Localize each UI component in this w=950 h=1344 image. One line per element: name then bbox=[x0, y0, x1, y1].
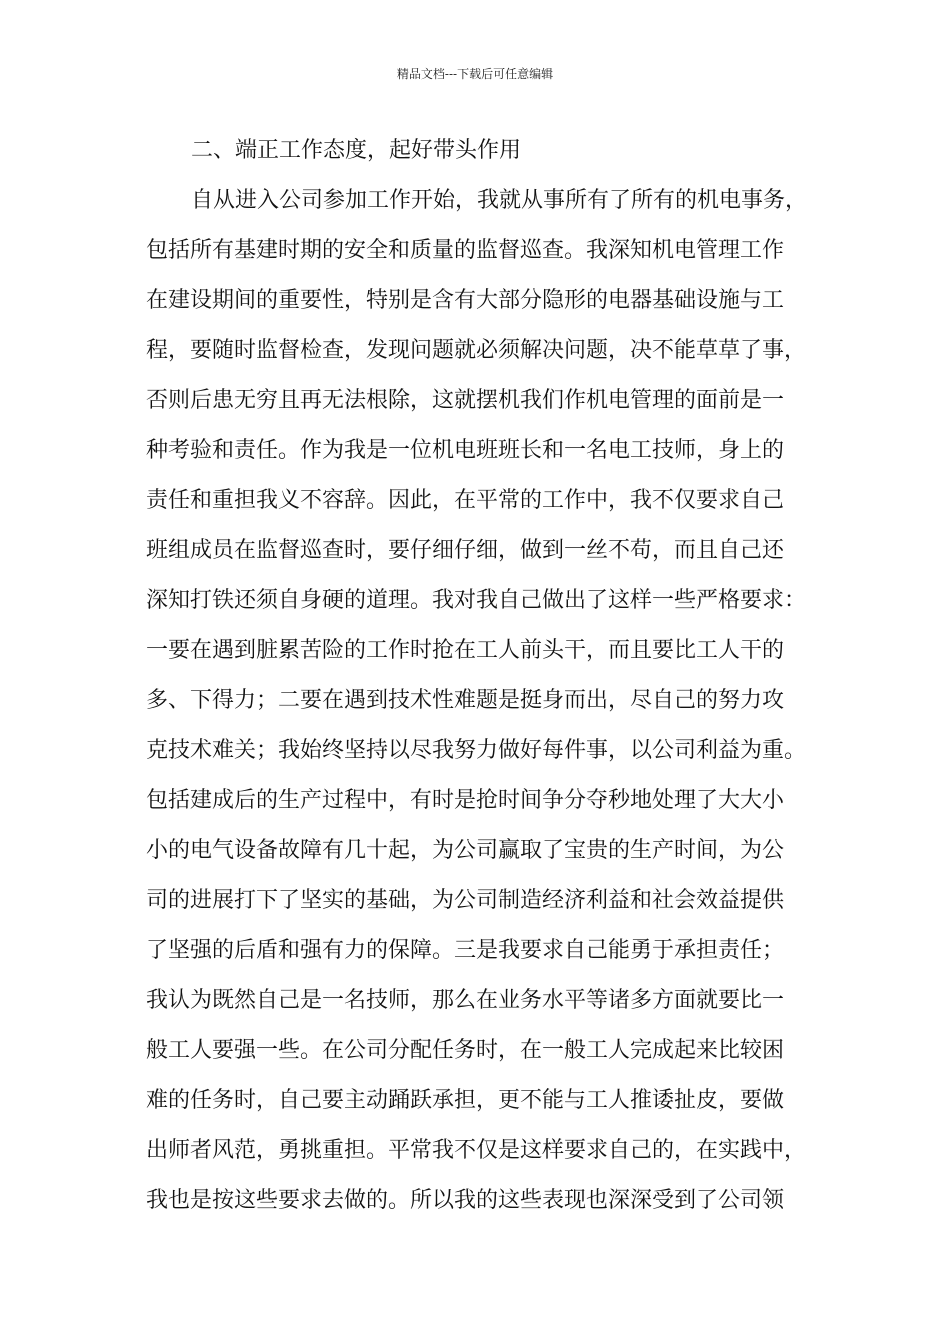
text-line: 在建设期间的重要性，特别是含有大部分隐形的电器基础设施与工 bbox=[146, 288, 785, 313]
page-header: 精品文档---下载后可任意编辑 bbox=[396, 67, 554, 81]
text-line: 否则后患无穷且再无法根除，这就摆机我们作机电管理的面前是一 bbox=[146, 388, 785, 413]
text-line: 责任和重担我义不容辞。因此，在平常的工作中，我不仅要求自己 bbox=[146, 488, 785, 513]
text-line: 程，要随时监督检查，发现问题就必须解决问题，决不能草草了事， bbox=[146, 338, 807, 363]
text-line: 了坚强的后盾和强有力的保障。三是我要求自己能勇于承担责任； bbox=[146, 938, 785, 963]
text-line: 班组成员在监督巡查时，要仔细仔细，做到一丝不苟，而且自己还 bbox=[146, 538, 785, 563]
text-line: 多、下得力；二要在遇到技术性难题是挺身而出，尽自己的努力攻 bbox=[146, 688, 785, 713]
text-line: 种考验和责任。作为我是一位机电班班长和一名电工技师，身上的 bbox=[146, 438, 785, 463]
text-line: 难的任务时，自己要主动踊跃承担，更不能与工人推诿扯皮，要做 bbox=[146, 1088, 785, 1113]
text-line: 小的电气设备故障有几十起，为公司赢取了宝贵的生产时间，为公 bbox=[146, 838, 785, 863]
text-line: 般工人要强一些。在公司分配任务时，在一般工人完成起来比较困 bbox=[146, 1038, 785, 1063]
text-line: 包括所有基建时期的安全和质量的监督巡查。我深知机电管理工作 bbox=[146, 238, 785, 263]
text-line: 一要在遇到脏累苦险的工作时抢在工人前头干，而且要比工人干的 bbox=[146, 638, 785, 663]
text-line: 自从进入公司参加工作开始，我就从事所有了所有的机电事务， bbox=[191, 188, 808, 213]
text-line: 我也是按这些要求去做的。所以我的这些表现也深深受到了公司领 bbox=[146, 1188, 785, 1213]
text-line: 出师者风范，勇挑重担。平常我不仅是这样要求自己的，在实践中， bbox=[146, 1138, 807, 1163]
section-heading: 二、端正工作态度，起好带头作用 bbox=[191, 138, 522, 163]
text-line: 克技术难关；我始终坚持以尽我努力做好每件事，以公司利益为重。 bbox=[146, 738, 807, 763]
text-line: 司的进展打下了坚实的基础，为公司制造经济利益和社会效益提供 bbox=[146, 888, 785, 913]
text-line: 包括建成后的生产过程中，有时是抢时间争分夺秒地处理了大大小 bbox=[146, 788, 785, 813]
text-line: 我认为既然自己是一名技师，那么在业务水平等诸多方面就要比一 bbox=[146, 988, 785, 1013]
text-line: 深知打铁还须自身硬的道理。我对我自己做出了这样一些严格要求： bbox=[146, 588, 807, 613]
